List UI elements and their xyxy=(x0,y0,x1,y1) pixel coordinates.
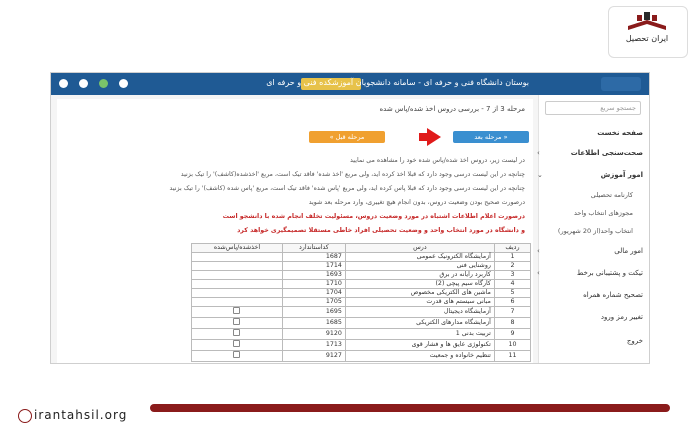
status-checkbox[interactable] xyxy=(233,329,240,336)
row-status xyxy=(192,298,283,307)
brand-logo-text: ایران تحصیل xyxy=(625,34,669,43)
row-code: 9127 xyxy=(282,351,345,362)
toggle-icon[interactable] xyxy=(59,79,68,88)
status-checkbox[interactable] xyxy=(233,340,240,347)
row-index: 8 xyxy=(494,318,530,329)
table-row xyxy=(192,340,531,351)
row-status xyxy=(192,318,283,329)
next-step-button[interactable]: مرحله بعد » xyxy=(453,131,529,143)
instruction-line: در لیست زیر، دروس اخذ شده/پاس شده خود را مشاهده می نمایید xyxy=(349,157,525,164)
row-course: تنظیم خانواده و جمعیت xyxy=(345,351,494,362)
instruction-line: چنانچه در این لیست درسی وجود دارد که قبلا پاس کرده اید، ولی مربع 'پاس شده' فاقد تیک است، مربع 'پاس شده (کاشف)' را تیک بزنید xyxy=(169,185,525,192)
row-course: تربیت بدنی 1 xyxy=(345,329,494,340)
table-row xyxy=(192,318,531,329)
row-course: کارگاه سیم پیچی (2) xyxy=(345,280,494,289)
row-course: تکنولوژی عایق ها و فشار قوی xyxy=(345,340,494,351)
row-index: 3 xyxy=(494,271,530,280)
col-header-course: درس xyxy=(345,244,494,253)
search-input[interactable]: جستجو سریع xyxy=(545,101,641,115)
sidebar-item-phone[interactable]: تصحیح شماره همراه xyxy=(583,291,643,299)
sidebar-item-education[interactable]: امور آموزش xyxy=(600,171,643,179)
app-topbar xyxy=(51,73,649,95)
table-row xyxy=(192,280,531,289)
row-index: 5 xyxy=(494,289,530,298)
row-code: 1695 xyxy=(282,307,345,318)
table-row xyxy=(192,351,531,362)
sidebar xyxy=(538,95,649,363)
book-logo-icon xyxy=(624,10,670,32)
chevron-left-icon: ‹ xyxy=(537,247,540,255)
status-checkbox[interactable] xyxy=(233,351,240,358)
row-index: 4 xyxy=(494,280,530,289)
row-course: آزمایشگاه دیجیتال xyxy=(345,307,494,318)
warning-line: و دانشگاه در مورد انتخاب واحد و وضعیت تحصیلی افراد خاطی مستقلا تصمیمگیری خواهد کرد xyxy=(237,227,525,234)
row-course: کاربرد رایانه در برق xyxy=(345,271,494,280)
row-code: 1713 xyxy=(282,340,345,351)
sidebar-subitem-transcript[interactable]: کارنامه تحصیلی xyxy=(590,191,633,199)
row-index: 7 xyxy=(494,307,530,318)
table-row xyxy=(192,329,531,340)
row-status xyxy=(192,280,283,289)
warning-line: درصورت اعلام اطلاعات اشتباه در مورد وضعیت دروس، مسئولیت تخلف انجام شده با دانشجو است xyxy=(222,213,525,220)
status-checkbox[interactable] xyxy=(233,318,240,325)
site-url: irantahsil.org xyxy=(34,408,128,422)
brand-bottom-bar xyxy=(150,404,670,412)
row-course: آزمایشگاه الکترونیک عمومی xyxy=(345,253,494,262)
col-header-status: اخذشده/پاس‌شده xyxy=(192,244,283,253)
row-index: 6 xyxy=(494,298,530,307)
row-code: 1687 xyxy=(282,253,345,262)
row-status xyxy=(192,340,283,351)
row-status xyxy=(192,307,283,318)
prev-step-button[interactable]: « مرحله قبل xyxy=(309,131,385,143)
table-row xyxy=(192,253,531,262)
table-row xyxy=(192,271,531,280)
settings-icon[interactable] xyxy=(119,79,128,88)
table-row xyxy=(192,262,531,271)
chevron-left-icon: ‹ xyxy=(537,269,540,277)
row-course: مبانی سیستم های قدرت xyxy=(345,298,494,307)
app-screenshot xyxy=(50,72,650,364)
main-panel xyxy=(57,99,533,363)
row-code: 1704 xyxy=(282,289,345,298)
row-code: 9120 xyxy=(282,329,345,340)
row-status xyxy=(192,262,283,271)
chevron-left-icon: ‹ xyxy=(537,149,540,157)
app-title: بوستان دانشگاه فنی و حرفه ای - سامانه دانشجویان آموزشکده فنی و حرفه ای xyxy=(266,78,529,87)
sidebar-subitem-registration[interactable]: انتخاب واحد(از 20 شهریور) xyxy=(557,227,633,235)
sidebar-item-verify[interactable]: صحت‌سنجی اطلاعات xyxy=(570,149,643,157)
row-index: 1 xyxy=(494,253,530,262)
globe-icon xyxy=(18,409,32,423)
courses-table xyxy=(191,243,531,362)
row-status xyxy=(192,253,283,262)
fullscreen-icon[interactable] xyxy=(79,79,88,88)
row-status xyxy=(192,271,283,280)
row-index: 9 xyxy=(494,329,530,340)
row-course: روشنایی فنی xyxy=(345,262,494,271)
table-row xyxy=(192,289,531,298)
row-status xyxy=(192,289,283,298)
red-arrow-icon xyxy=(427,128,441,146)
row-code: 1693 xyxy=(282,271,345,280)
user-avatar[interactable] xyxy=(601,77,641,91)
row-status xyxy=(192,351,283,362)
col-header-index: ردیف xyxy=(494,244,530,253)
row-code: 1710 xyxy=(282,280,345,289)
sidebar-item-logout[interactable]: خروج xyxy=(626,337,643,345)
row-status xyxy=(192,329,283,340)
row-code: 1714 xyxy=(282,262,345,271)
status-checkbox[interactable] xyxy=(233,307,240,314)
instruction-line: چنانچه در این لیست درسی وجود دارد که قبلا اخذ کرده اید، ولی مربع 'اخذ شده' فاقد تیک است، مربع 'اخذشده(کاشف)' را تیک بزنید xyxy=(180,171,525,178)
sidebar-item-home[interactable]: صفحه نخست xyxy=(597,129,643,137)
table-row xyxy=(192,307,531,318)
sidebar-item-password[interactable]: تغییر رمز ورود xyxy=(600,313,643,321)
col-header-code: کداستاندارد xyxy=(282,244,345,253)
row-index: 10 xyxy=(494,340,530,351)
row-code: 1685 xyxy=(282,318,345,329)
row-index: 2 xyxy=(494,262,530,271)
sidebar-item-ticket[interactable]: تیکت و پشتیبانی برخط xyxy=(576,269,643,277)
row-course: آزمایشگاه مدارهای الکتریکی xyxy=(345,318,494,329)
sidebar-item-finance[interactable]: امور مالی xyxy=(614,247,643,255)
row-index: 11 xyxy=(494,351,530,362)
status-icon[interactable] xyxy=(99,79,108,88)
chevron-down-icon: ⌄ xyxy=(537,171,543,179)
sidebar-subitem-permits[interactable]: مجوزهای انتخاب واحد xyxy=(573,209,633,217)
instruction-line: درصورت صحیح بودن وضعیت دروس، بدون انجام هیچ تغییری، وارد مرحله بعد شوید xyxy=(308,199,525,206)
step-indicator: مرحله 3 از 7 - بررسی دروس اخذ شده/پاس شده xyxy=(379,105,525,113)
table-row xyxy=(192,298,531,307)
row-course: ماشین های الکتریکی مخصوص xyxy=(345,289,494,298)
row-code: 1705 xyxy=(282,298,345,307)
